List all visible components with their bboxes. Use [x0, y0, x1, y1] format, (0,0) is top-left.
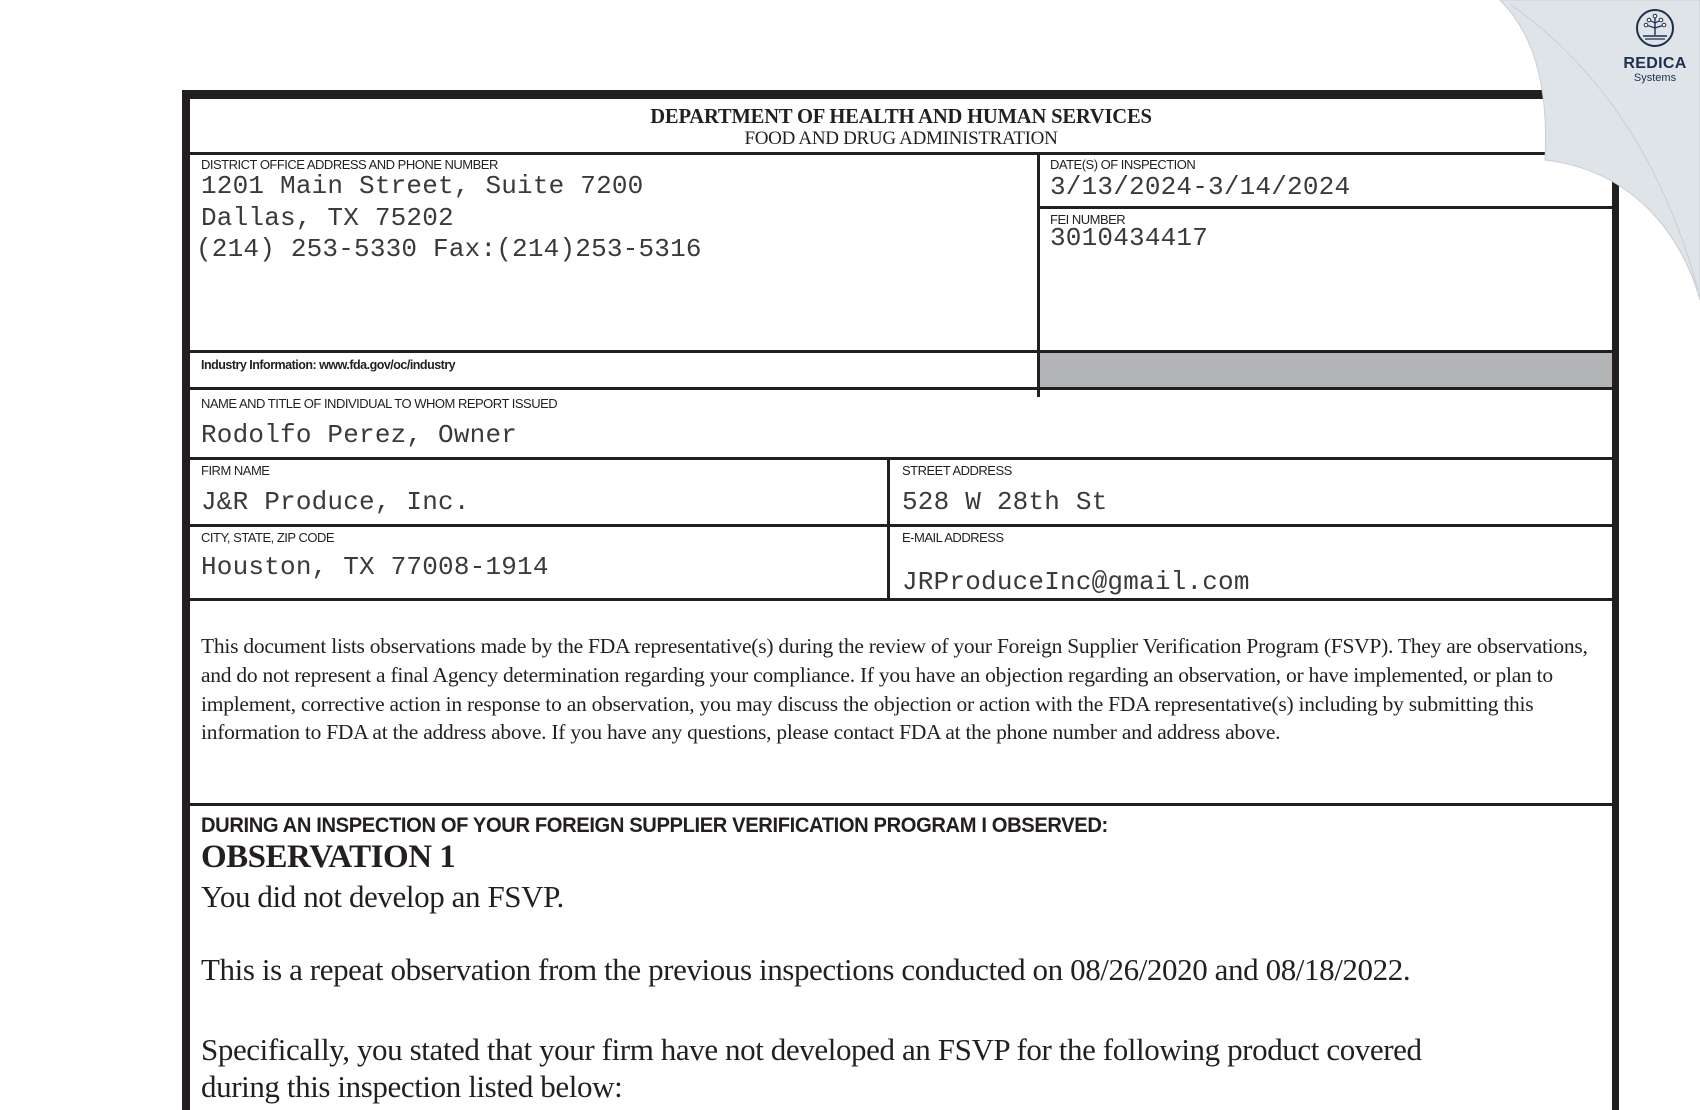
firm-name-value: J&R Produce, Inc.	[201, 487, 470, 517]
divider	[190, 152, 1612, 155]
divider	[190, 598, 1612, 601]
divider	[190, 524, 1612, 527]
city-state-zip-label: CITY, STATE, ZIP CODE	[201, 530, 335, 545]
city-state-zip-value: Houston, TX 77008-1914	[201, 552, 549, 582]
observation-title: OBSERVATION 1	[201, 839, 456, 875]
fda-483-form	[182, 90, 1619, 1110]
observations-intro: DURING AN INSPECTION OF YOUR FOREIGN SUPPLIER VERIFICATION PROGRAM I OBSERVED:	[201, 814, 1108, 837]
inspection-dates-label: DATE(S) OF INSPECTION	[1050, 157, 1196, 172]
tree-network-icon	[1635, 8, 1675, 48]
firm-name-label: FIRM NAME	[201, 463, 270, 478]
brand-subtitle: Systems	[1633, 72, 1677, 84]
industry-info-link[interactable]: Industry Information: www.fda.gov/oc/industry	[201, 358, 456, 372]
recipient-value: Rodolfo Perez, Owner	[201, 420, 518, 450]
fei-number-value: 3010434417	[1050, 223, 1209, 253]
street-address-label: STREET ADDRESS	[902, 463, 1012, 478]
agency-title: FOOD AND DRUG ADMINISTRATION	[744, 128, 1058, 149]
observation-repeat-note: This is a repeat observation from the previous inspections conducted on 08/26/2020 and 08/18/2022.	[201, 952, 1411, 987]
divider	[190, 803, 1612, 806]
observation-specifics-line1: Specifically, you stated that your firm have not developed an FSVP for the following product covered	[201, 1032, 1422, 1067]
street-address-value: 528 W 28th St	[902, 487, 1108, 517]
brand-name: REDICA	[1623, 55, 1687, 72]
observation-specifics-line2: during this inspection listed below:	[201, 1069, 623, 1104]
district-address-line1: 1201 Main Street, Suite 7200	[201, 171, 644, 201]
department-title: DEPARTMENT OF HEALTH AND HUMAN SERVICES	[650, 104, 1152, 128]
email-value: JRProduceInc@gmail.com	[902, 567, 1250, 597]
fei-number-label: FEI NUMBER	[1050, 212, 1126, 227]
redica-logo	[1620, 8, 1690, 84]
divider	[190, 457, 1612, 460]
divider	[190, 387, 1612, 390]
district-office-label: DISTRICT OFFICE ADDRESS AND PHONE NUMBER	[201, 157, 498, 172]
district-phone-fax: (214) 253-5330 Fax:(214)253-5316	[196, 234, 702, 264]
disclaimer-paragraph: This document lists observations made by the FDA representative(s) during the review of your Foreign Supplier Verification Program (FSVP). They are observations, and do not represent a final Agency determination regarding your compliance. If you have an objection regarding an observation, or have implemented, or plan to implement, corrective action in response to an observation, you may discuss the objection or action with the FDA representative(s) including by submitting this information to FDA at the address above. If you have any questions, please contact FDA at the phone number and address above.	[201, 634, 1588, 745]
district-address-line2: Dallas, TX 75202	[201, 203, 454, 233]
observation-summary: You did not develop an FSVP.	[201, 879, 564, 914]
recipient-label: NAME AND TITLE OF INDIVIDUAL TO WHOM REPORT ISSUED	[201, 396, 558, 411]
shaded-cell	[1040, 353, 1612, 388]
inspection-dates-value: 3/13/2024-3/14/2024	[1050, 172, 1351, 202]
email-label: E-MAIL ADDRESS	[902, 530, 1004, 545]
divider	[887, 457, 890, 599]
